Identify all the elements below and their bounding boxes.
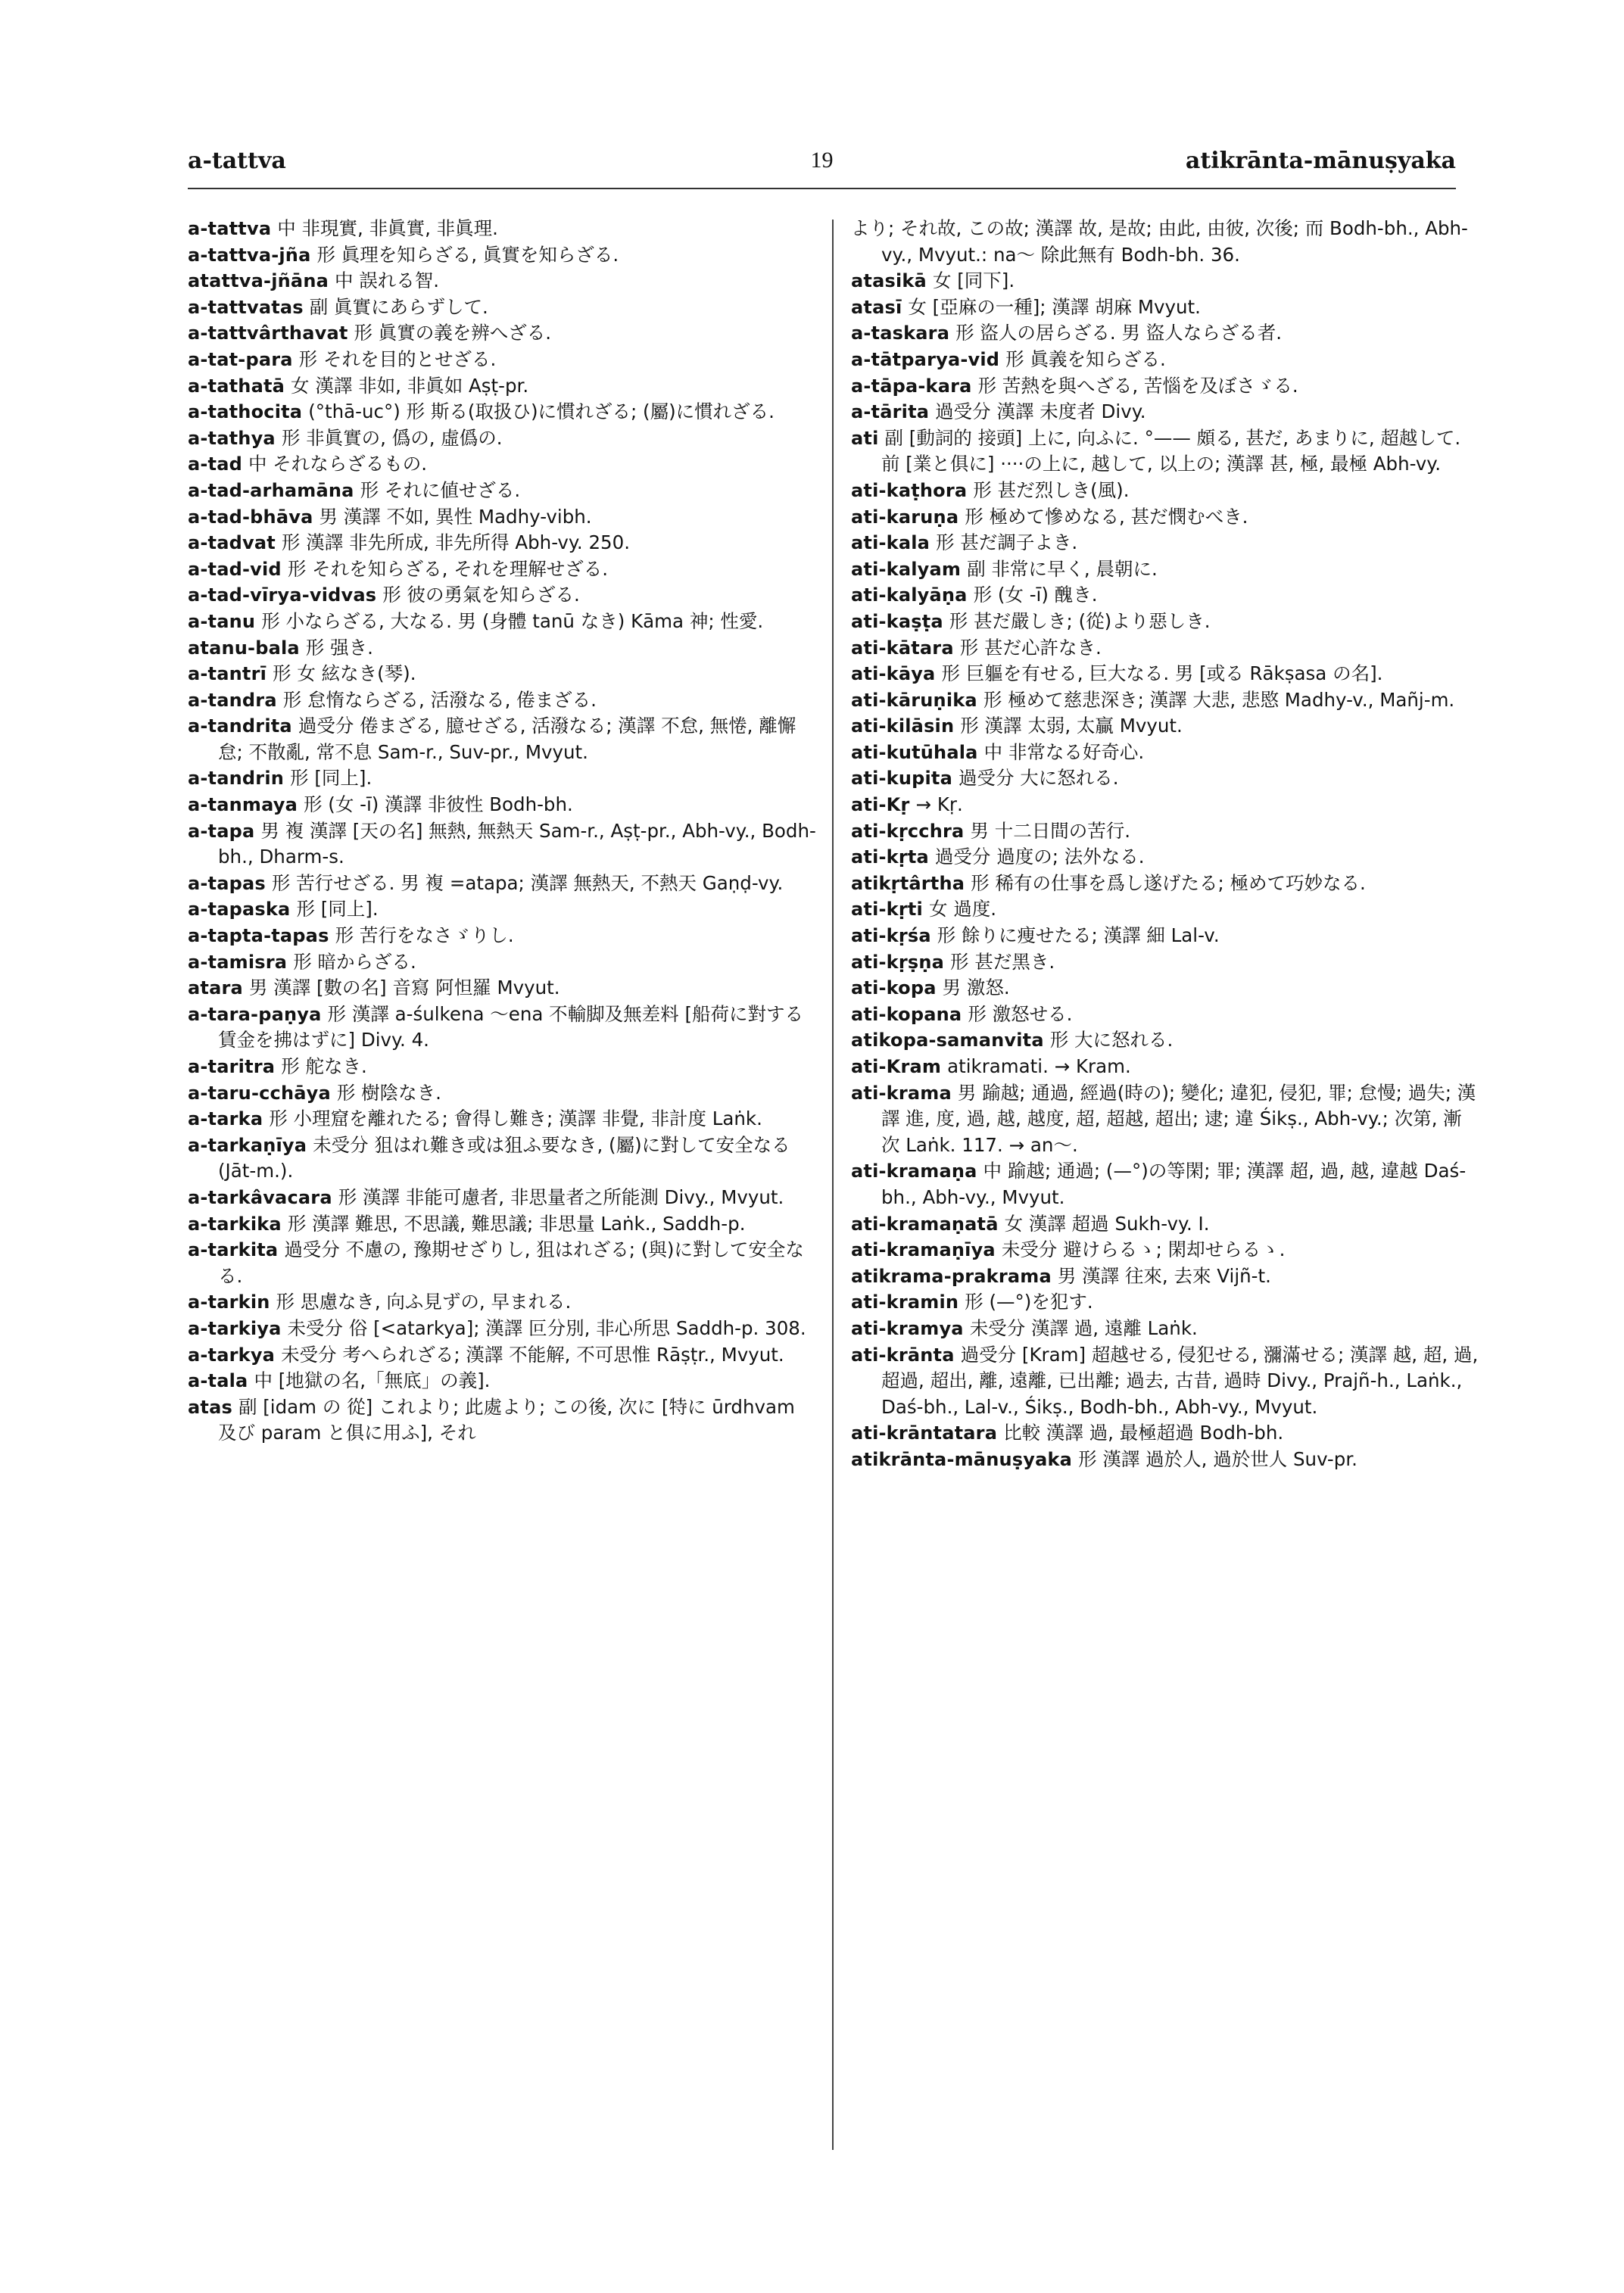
entry-definition: 形 苦行をなさゞりし. [335,924,514,947]
dictionary-entry [851,1158,1479,1210]
entry-headword: a-tarkiya [188,1317,282,1339]
entry-definition: 形 怠惰ならざる, 活潑なる, 倦まざる. [282,688,597,711]
entry-headword: a-tanu [188,610,256,632]
dictionary-entry [188,949,816,976]
dictionary-entry [851,687,1479,714]
entry-headword: a-taskara [851,322,950,344]
dictionary-entry [851,896,1479,923]
entry-definition: 未受分 考へられざる; 漢譯 不能解, 不可思惟 Rāṣṭr., Mvyut. [281,1343,784,1366]
entry-headword: ati-kāya [851,663,936,685]
entry-headword: ati-kopa [851,977,937,999]
dictionary-entry [188,713,816,765]
dictionary-entry [851,1237,1479,1263]
dictionary-entry [851,216,1479,268]
entry-definition: 中 それならざるもの. [248,453,428,475]
dictionary-entry [188,1185,816,1211]
dictionary-entry [188,216,816,242]
entry-headword: a-tathatā [188,375,285,397]
entry-headword: ati-kilāsin [851,715,955,737]
dictionary-entry [188,451,816,478]
entry-headword: ati-krānta [851,1344,955,1366]
entry-headword: a-tarkya [188,1344,276,1366]
left-column [188,216,816,1447]
entry-definition: 形 苦熱を與へざる, 苦惱を及ぼさゞる. [977,374,1298,397]
entry-headword: a-tantrī [188,663,267,685]
entry-headword: a-tad-arhamāna [188,479,354,501]
entry-definition: → Kṛ. [915,793,963,816]
entry-definition: 形 舵なき. [281,1055,367,1077]
entry-definition: 形 彼の勇氣を知らざる. [382,584,580,606]
entry-definition: 中 非現實, 非眞實, 非眞理. [277,217,498,239]
entry-definition: 形 稀有の仕事を爲し遂げたる; 極めて巧妙なる. [971,871,1366,894]
entry-headword: a-tad-bhāva [188,506,313,528]
dictionary-entry [851,1263,1479,1290]
entry-definition: 過受分 過度の; 法外なる. [934,846,1145,868]
dictionary-entry [851,1027,1479,1054]
entry-definition: より; それ故, この故; 漢譯 故, 是故; 由此, 由彼, 次後; 而 Bodh-bh., Abh-vy., Mvyut.: na～ 除此無有 Bodh-bh. 36. [851,217,1468,266]
dictionary-entry [851,1054,1479,1080]
dictionary-entry [188,1132,816,1185]
dictionary-entry [851,373,1479,400]
entry-definition: 形 大に怒れる. [1049,1029,1174,1051]
entry-headword: a-tattva [188,218,272,239]
dictionary-entry [851,504,1479,531]
entry-definition: 中 踰越; 通過; (—°)の等閑; 罪; 漢譯 超, 過, 越, 違越 Daś-bh., Abh-vy., Mvyut. [881,1160,1467,1208]
entry-definition: 形 暗からざる. [293,950,416,973]
dictionary-entry [188,320,816,347]
entry-definition: 形 非眞實の, 僞の, 虛僞の. [281,426,503,449]
dictionary-entry [188,1237,816,1289]
dictionary-entry [851,713,1479,740]
dictionary-entry [188,478,816,504]
entry-definition: 形 甚だ調子よき. [936,531,1078,554]
entry-definition: 形 漢譯 太弱, 太贏 Mvyut. [960,715,1183,737]
entry-headword: a-tad-vīrya-vidvas [188,584,377,606]
entry-definition: 形 漢譯 a-śulkena ～ena 不輸脚及無差料 [船荷に對する賃金を拂はずに] Divy. 4. [218,1002,804,1051]
entry-definition: 形 眞實の義を辨へざる. [354,322,552,344]
page-number: 19 [810,148,834,173]
entry-definition: atikramati. → Kram. [947,1055,1131,1077]
dictionary-entry [188,582,816,609]
entry-definition: 形 眞理を知らざる, 眞實を知らざる. [316,243,619,266]
entry-definition: 副 [動詞的 接頭] 上に, 向ふに. °—— 頗る, 甚だ, あまりに, 超越して. 前 [業と俱に] ····の上に, 越して, 以上の; 漢譯 甚, 極, 最極 Abh-vy. [881,426,1461,475]
entry-headword: a-tara-paṇya [188,1003,322,1025]
dictionary-entry [188,609,816,635]
dictionary-entry [188,1368,816,1394]
entry-definition: 未受分 漢譯 過, 遠離 Laṅk. [969,1316,1198,1339]
dictionary-entry [851,530,1479,556]
entry-definition: 形 甚だ烈しき(風). [973,478,1130,501]
entry-headword: ati-kṛti [851,899,923,921]
dictionary-entry [188,975,816,1002]
dictionary-entry [188,504,816,531]
entry-definition: 過受分 大に怒れる. [958,767,1119,790]
entry-definition: 過受分 倦まざる, 臆せざる, 活潑なる; 漢譯 不怠, 無惓, 離懈怠; 不散亂, 常不息 Sam-r., Suv-pr., Mvyut. [218,715,796,763]
dictionary-entry [851,425,1479,478]
dictionary-entry [851,268,1479,294]
entry-headword: ati-kutūhala [851,741,978,763]
entry-headword: ati-karuṇa [851,506,959,528]
dictionary-entry [851,765,1479,792]
dictionary-entry [851,949,1479,976]
entry-headword: ati-kopana [851,1003,962,1025]
dictionary-entry [851,347,1479,373]
entry-headword: ati-kala [851,532,930,554]
entry-definition: 形 苦行せざる. 男 複 =atapa; 漢譯 無熱天, 不熱天 Gaṇḍ-vy. [271,871,784,894]
entry-headword: ati-kṛcchra [851,820,965,842]
entry-definition: 形 巨軀を有せる, 巨大なる. 男 [或る Rākṣasa の名]. [941,662,1383,685]
entry-definition: 形 女 絃なき(琴). [273,662,416,685]
dictionary-entry [188,1002,816,1054]
dictionary-entry [188,1342,816,1369]
header-rule [188,188,1456,189]
entry-headword: ati-kṛta [851,846,929,868]
entry-definition: 形 餘りに痩せたる; 漢譯 細 Lal-v. [937,924,1220,947]
dictionary-entry [188,871,816,897]
dictionary-entry [851,320,1479,347]
dictionary-entry [188,347,816,373]
entry-headword: a-tātparya-vid [851,348,1000,370]
right-column [851,216,1479,1473]
entry-definition: 形 激怒せる. [968,1002,1073,1025]
entry-headword: atasikā [851,270,927,292]
column-divider [832,220,834,2150]
entry-headword: ati-kāruṇika [851,689,977,711]
entry-definition: 女 漢譯 超過 Sukh-vy. I. [1004,1212,1210,1235]
dictionary-entry [188,1211,816,1238]
entry-headword: ati-kramaṇīya [851,1239,996,1261]
entry-headword: a-tattva-jña [188,244,311,266]
entry-definition: 比較 漢譯 過, 最極超過 Bodh-bh. [1003,1422,1284,1444]
entry-definition: 副 [idam の 從] これより; 此處より; この後, 次に [特に ūrdhvam 及び param と俱に用ふ], それ [218,1395,795,1444]
dictionary-entry [851,399,1479,425]
entry-definition: 男 複 漢譯 [天の名] 無熱, 無熱天 Sam-r., Aṣṭ-pr., Abh-vy., Bodh-bh., Dharm-s. [218,819,816,868]
entry-definition: 過受分 漢譯 未度者 Divy. [935,400,1146,423]
dictionary-entry [188,1394,816,1447]
entry-headword: a-tadvat [188,532,276,554]
dictionary-entry [188,268,816,294]
dictionary-entry [188,1080,816,1107]
entry-headword: atikopa-samanvita [851,1030,1044,1051]
dictionary-entry [188,373,816,400]
header-left-guide-word: a-tattva [188,148,286,174]
dictionary-entry [188,556,816,583]
entry-definition: 形 眞義を知らざる. [1005,347,1166,370]
entry-definition: 男 激怒. [942,977,1010,999]
dictionary-entry [851,844,1479,871]
entry-headword: a-tanmaya [188,794,298,816]
entry-definition: 未受分 狙はれ難き或は狙ふ要なき, (屬)に對して安全なる (Jāt-m.). [218,1133,790,1182]
entry-headword: ati-kramin [851,1291,959,1313]
entry-definition: 形 盜人の居らざる. 男 盜人ならざる者. [955,322,1283,344]
entry-headword: a-taru-cchāya [188,1082,331,1104]
entry-headword: a-tat-para [188,348,293,370]
entry-headword: ati-Kṛ [851,794,910,816]
dictionary-entry [188,1106,816,1132]
dictionary-entry [851,556,1479,583]
entry-headword: a-tapaska [188,899,291,921]
entry-headword: a-tarkika [188,1213,282,1235]
dictionary-entry [188,635,816,662]
entry-headword: ati-Kram [851,1056,942,1077]
entry-definition: 中 誤れる智. [335,269,440,292]
dictionary-entry [188,661,816,687]
entry-definition: 形 それを知らざる, それを理解せざる. [287,557,608,580]
entry-headword: a-tapa [188,820,255,842]
dictionary-entry [188,896,816,923]
entry-definition: 未受分 避けらるゝ; 閑却せらるゝ. [1001,1238,1286,1261]
entry-headword: a-tamisra [188,951,288,973]
entry-headword: atas [188,1396,232,1418]
entry-definition: 形 漢譯 難思, 不思議, 難思議; 非思量 Laṅk., Saddh-p. [287,1212,746,1235]
dictionary-entry [188,294,816,321]
entry-definition: 中 [地獄の名,「無底」の義]. [254,1369,491,1392]
dictionary-entry [851,661,1479,687]
dictionary-entry [851,923,1479,949]
entry-definition: 男 漢譯 [數の名] 音寫 阿怛羅 Mvyut. [248,977,560,999]
entry-headword: ati-kātara [851,637,954,659]
entry-headword: a-tārita [851,401,930,423]
dictionary-entry [851,975,1479,1002]
dictionary-entry [188,425,816,452]
entry-definition: 男 漢譯 往來, 去來 Vijñ-t. [1057,1264,1271,1287]
dictionary-entry [851,1420,1479,1447]
entry-definition: (°thā-uc°) 形 斯る(取扱ひ)に慣れざる; (屬)に慣れざる. [308,400,775,423]
entry-definition: 形 それを目的とせざる. [298,347,497,370]
entry-definition: 形 甚だ心許なき. [959,636,1102,659]
entry-definition: 形 (女 -ī) 醜き. [973,584,1098,606]
entry-headword: a-tathocita [188,401,303,423]
entry-headword: ati-kaṭhora [851,479,968,501]
entry-definition: 女 過度. [928,898,997,921]
entry-headword: a-tarkâvacara [188,1186,332,1208]
dictionary-entry [188,242,816,269]
entry-headword: ati-kupita [851,768,952,790]
dictionary-entry [851,740,1479,766]
entry-headword: a-tandra [188,689,277,711]
entry-headword: ati-kṛśa [851,925,931,947]
entry-headword: atara [188,977,243,999]
entry-headword: a-tarkita [188,1239,279,1261]
dictionary-entry [851,792,1479,818]
entry-headword: a-tapta-tapas [188,925,329,947]
entry-headword: a-tattvatas [188,296,304,318]
entry-headword: a-tandrin [188,768,285,790]
entry-definition: 過受分 [Kram] 超越せる, 侵犯せる, 瀰滿せる; 漢譯 越, 超, 過, 超過, 超出, 離, 遠離, 已出離; 過去, 古昔, 過時 Divy., Prajñ-h., Laṅk., Daś-bh., Lal-v., Śikṣ., Bodh-bh., Abh-vy., Mvyut. [881,1343,1479,1418]
dictionary-entry [851,871,1479,897]
dictionary-entry [188,399,816,425]
dictionary-entry [851,294,1479,321]
entry-definition: 形 甚だ嚴しき; (從)より惡しき. [949,609,1211,632]
header-right-guide-word: atikrānta-mānuṣyaka [1185,148,1456,174]
entry-headword: ati-kalyāṇa [851,584,968,606]
entry-headword: a-tandrita [188,715,292,737]
dictionary-entry [188,923,816,949]
dictionary-entry [188,1054,816,1080]
entry-headword: a-tapas [188,872,266,894]
entry-headword: atattva-jñāna [188,270,329,292]
entry-headword: ati-krama [851,1082,952,1104]
dictionary-entry [851,1447,1479,1473]
dictionary-entry [188,818,816,871]
dictionary-entry [851,1211,1479,1238]
entry-headword: a-tad-vid [188,558,282,580]
entry-headword: ati-kramaṇa [851,1161,977,1182]
entry-definition: 副 非常に早く, 晨朝に. [967,557,1158,580]
entry-definition: 形 思慮なき, 向ふ見ずの, 早まれる. [276,1291,572,1313]
entry-headword: a-tāpa-kara [851,375,972,397]
entry-headword: a-tarkin [188,1291,270,1313]
entry-definition: 形 (女 -ī) 漢譯 非彼性 Bodh-bh. [304,793,573,816]
entry-definition: 形 小ならざる, 大なる. 男 (身體 tanū なき) Kāma 神; 性愛. [261,609,764,632]
entry-definition: 形 漢譯 非先所成, 非先所得 Abh-vy. 250. [281,531,631,554]
entry-headword: ati-kramya [851,1317,964,1339]
entry-headword: atikṛtârtha [851,872,965,894]
entry-definition: 男 踰越; 通過, 經過(時の); 變化; 違犯, 侵犯, 罪; 怠慢; 過失; 漢譯 進, 度, 過, 越, 越度, 超, 超越, 超出; 逮; 違 Śikṣ., Abh-vy.; 次第, 漸次 Laṅk. 117. → an～. [881,1081,1476,1156]
dictionary-entry [851,1289,1479,1316]
entry-headword: ati-kaṣṭa [851,610,943,632]
entry-headword: a-taritra [188,1056,276,1077]
dictionary-entry [188,687,816,714]
dictionary-entry [188,1289,816,1316]
dictionary-entry [188,765,816,792]
entry-headword: atikrama-prakrama [851,1265,1052,1287]
entry-definition: 形 極めて慘めなる, 甚だ憫むべき. [965,505,1248,528]
dictionary-entry [851,1002,1479,1028]
entry-definition: 形 甚だ黑き. [950,950,1055,973]
dictionary-entry [851,478,1479,504]
entry-definition: 形 それに値せざる. [360,478,521,501]
entry-definition: 形 樹陰なき. [336,1081,441,1104]
entry-definition: 形 漢譯 非能可慮者, 非思量者之所能測 Divy., Mvyut. [338,1185,784,1208]
entry-definition: 形 (—°)を犯す. [965,1291,1093,1313]
entry-headword: ati-krāntatara [851,1422,998,1444]
entry-definition: 副 眞實にあらずして. [309,295,488,318]
entry-headword: a-tala [188,1370,248,1392]
entry-headword: a-tarkaṇīya [188,1134,307,1156]
entry-definition: 女 [同下]. [932,269,1015,292]
entry-definition: 形 極めて慈悲深き; 漢譯 大悲, 悲愍 Madhy-v., Mañj-m. [983,688,1455,711]
entry-definition: 男 漢譯 不如, 異性 Madhy-vibh. [319,505,592,528]
entry-headword: a-tattvârthavat [188,322,348,344]
entry-headword: a-tarka [188,1108,263,1130]
entry-headword: atikrānta-mānuṣyaka [851,1448,1073,1470]
entry-definition: 未受分 俗 [<atarkya]; 漢譯 叵分別, 非心所思 Saddh-p. 308. [287,1316,806,1339]
entry-definition: 男 十二日間の苦行. [970,819,1131,842]
dictionary-entry [188,792,816,818]
dictionary-entry [851,1342,1479,1421]
page-header [188,148,1456,185]
dictionary-entry [188,530,816,556]
dictionary-entry [188,1316,816,1342]
dictionary-entry [851,609,1479,635]
entry-definition: 女 [亞麻の一種]; 漢譯 胡麻 Mvyut. [908,295,1201,318]
entry-headword: atanu-bala [188,637,300,659]
entry-headword: ati-kṛṣṇa [851,951,945,973]
entry-definition: 形 漢譯 過於人, 過於世人 Suv-pr. [1078,1447,1357,1470]
entry-headword: a-tad [188,453,243,475]
entry-definition: 女 漢譯 非如, 非眞如 Aṣṭ-pr. [291,374,529,397]
entry-definition: 形 [同上]. [296,898,379,921]
dictionary-entry [851,1080,1479,1159]
dictionary-entry [851,1316,1479,1342]
dictionary-entry [851,582,1479,609]
entry-definition: 形 强き. [305,636,373,659]
entry-definition: 形 小理窟を離れたる; 會得し難き; 漢譯 非覺, 非計度 Laṅk. [269,1108,762,1130]
dictionary-entry [851,635,1479,662]
entry-headword: ati-kramaṇatā [851,1213,999,1235]
entry-headword: atasī [851,296,902,318]
entry-headword: a-tathya [188,427,276,449]
entry-definition: 過受分 不慮の, 豫期せざりし, 狙はれざる; (與)に對して安全なる. [218,1238,804,1287]
dictionary-entry [851,818,1479,845]
entry-definition: 中 非常なる好奇心. [983,740,1145,763]
entry-headword: ati-kalyam [851,558,962,580]
entry-definition: 形 [同上]. [290,767,372,790]
entry-headword: ati [851,427,879,449]
